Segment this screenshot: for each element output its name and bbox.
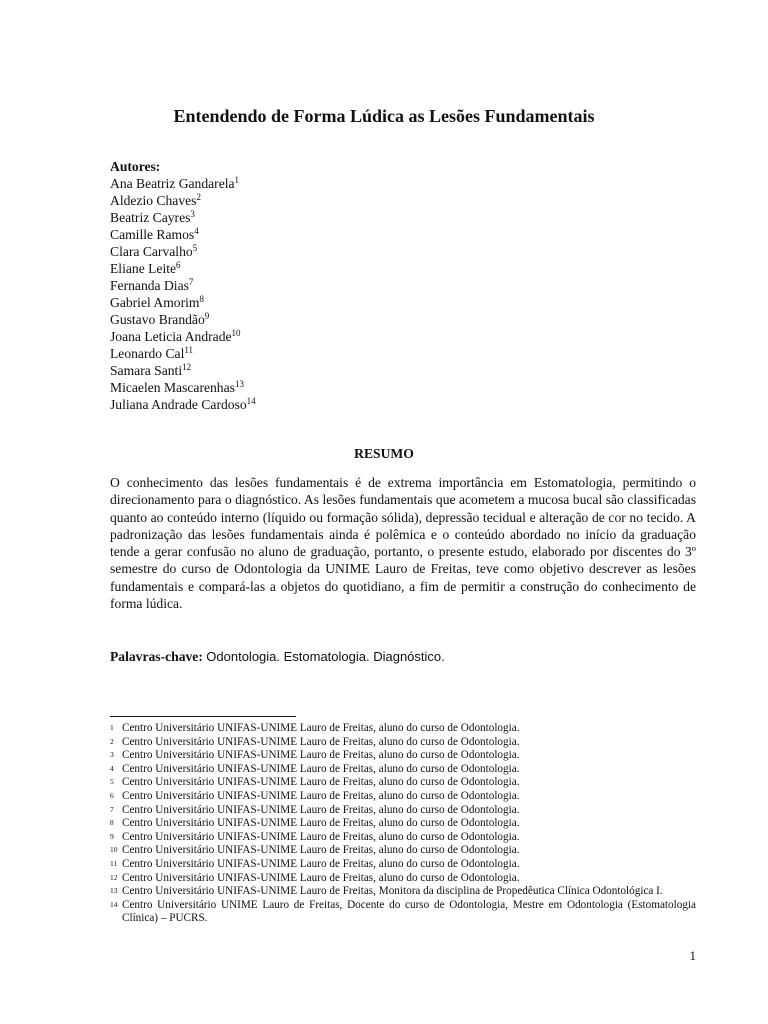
author-footnote-ref: 14 [246, 396, 256, 406]
author-footnote-ref: 4 [194, 226, 199, 236]
footnote [110, 722, 696, 736]
author-footnote-ref: 13 [234, 379, 244, 389]
author-footnote-ref: 10 [231, 328, 241, 338]
footnote-separator [110, 716, 296, 717]
footnote [110, 736, 696, 750]
footnote-number: 6 [110, 790, 114, 800]
footnote [110, 776, 696, 790]
author-name [110, 277, 670, 294]
footnote [110, 899, 696, 926]
author-name-text: Fernanda Dias [110, 278, 189, 293]
author-name [110, 243, 670, 260]
footnote-text: Centro Universitário UNIFAS-UNIME Lauro de Freitas, aluno do curso de Odontologia. [122, 844, 520, 857]
footnote-number: 7 [110, 804, 114, 814]
footnote [110, 763, 696, 777]
footnote [110, 885, 696, 899]
author-name [110, 226, 670, 243]
footnote-text: Centro Universitário UNIFAS-UNIME Lauro de Freitas, aluno do curso de Odontologia. [122, 830, 520, 843]
footnote-text: Centro Universitário UNIFAS-UNIME Lauro de Freitas, aluno do curso de Odontologia. [122, 817, 520, 830]
author-name [110, 294, 670, 311]
author-name-text: Eliane Leite [110, 261, 177, 276]
author-name [110, 260, 670, 277]
author-name [110, 209, 670, 226]
author-name-text: Beatriz Cayres [110, 210, 191, 225]
author-name-text: Juliana Andrade Cardoso [110, 397, 247, 412]
author-name [110, 396, 670, 413]
author-footnote-ref: 6 [176, 260, 181, 270]
footnote-number: 13 [110, 886, 118, 896]
footnote-text: Centro Universitário UNIFAS-UNIME Lauro de Freitas, Monitora da disciplina de Propedêutica Clínica Odontológica I. [122, 885, 663, 898]
footnote-number: 3 [110, 750, 114, 760]
footnote [110, 872, 696, 886]
footnote-text: Centro Universitário UNIME Lauro de Freitas, Docente do curso de Odontologia, Mestre em Odontologia (Estomatologia Clínica) – PUCRS. [122, 898, 696, 925]
footnote-number: 14 [110, 899, 118, 909]
footnote [110, 749, 696, 763]
author-footnote-ref: 1 [234, 175, 240, 185]
author-name [110, 362, 670, 379]
footnote-number: 9 [110, 831, 114, 841]
footnote-number: 2 [110, 736, 114, 746]
abstract-heading: RESUMO [354, 446, 414, 461]
footnote-number: 1 [110, 723, 114, 732]
author-name [110, 345, 670, 362]
footnote [110, 817, 696, 831]
author-name-text: Camille Ramos [110, 227, 195, 242]
footnote [110, 844, 696, 858]
footnote-text: Centro Universitário UNIFAS-UNIME Lauro de Freitas, aluno do curso de Odontologia. [122, 776, 520, 789]
author-footnote-ref: 7 [188, 277, 194, 287]
footnote-list [110, 722, 696, 926]
footnote-text: Centro Universitário UNIFAS-UNIME Lauro de Freitas, aluno do curso de Odontologia. [122, 749, 520, 762]
footnote-text: Centro Universitário UNIFAS-UNIME Lauro de Freitas, aluno do curso de Odontologia. [122, 857, 520, 870]
author-name-text: Aldezio Chaves [110, 193, 197, 208]
author-name [110, 311, 670, 328]
authors-section [110, 158, 670, 413]
footnote [110, 831, 696, 845]
author-footnote-ref: 12 [182, 362, 192, 372]
author-name-text: Micaelen Mascarenhas [110, 380, 235, 395]
footnote-number: 4 [110, 763, 114, 773]
page-number: 1 [689, 948, 696, 963]
footnote-number: 10 [110, 845, 118, 855]
footnote-text: Centro Universitário UNIFAS-UNIME Lauro de Freitas, aluno do curso de Odontologia. [122, 803, 520, 816]
author-list [110, 175, 670, 413]
footnote-number: 12 [110, 872, 118, 882]
footnote-text: Centro Universitário UNIFAS-UNIME Lauro de Freitas, aluno do curso de Odontologia. [122, 735, 520, 748]
abstract-text: O conhecimento das lesões fundamentais é de extrema importância em Estomatologia, permitindo o direcionamento para o diagnóstico. As lesões fundamentais que acometem a mucosa bucal são classificadas quanto ao conteúdo interno (líquido ou formação sólida), depressão tecidual e alteração de cor no tecido. A padronização das lesões fundamentais ainda é polêmica e o conteúdo abordado no início da graduação tende a gerar confusão no aluno de graduação, portanto, o presente estudo, elaborado por discentes do 3º semestre do curso de Odontologia da UNIME Lauro de Freitas, teve como objetivo descrever as lesões fundamentais e compará-las a objetos do quotidiano, a fim de permitir a construção do conhecimento de forma lúdica. [110, 475, 696, 611]
footnote-text: Centro Universitário UNIFAS-UNIME Lauro de Freitas, aluno do curso de Odontologia. [122, 722, 520, 734]
author-name-text: Ana Beatriz Gandarela [110, 176, 235, 191]
author-footnote-ref: 3 [190, 209, 195, 219]
footnote [110, 790, 696, 804]
authors-label: Autores: [110, 159, 161, 174]
author-footnote-ref: 9 [204, 311, 210, 321]
author-name [110, 379, 670, 396]
author-footnote-ref: 2 [196, 192, 201, 202]
footnote-number: 8 [110, 818, 114, 828]
footnote-number: 5 [110, 777, 114, 787]
author-name-text: Samara Santi [110, 363, 183, 378]
author-name [110, 175, 670, 192]
footnote-text: Centro Universitário UNIFAS-UNIME Lauro de Freitas, aluno do curso de Odontologia. [122, 871, 520, 884]
author-name-text: Gabriel Amorim [110, 295, 200, 310]
author-name-text: Leonardo Cal [110, 346, 185, 361]
author-footnote-ref: 8 [199, 294, 204, 304]
footnote [110, 804, 696, 818]
paper-title: Entendendo de Forma Lúdica as Lesões Fundamentais [173, 106, 595, 126]
author-name [110, 192, 670, 209]
footnote-text: Centro Universitário UNIFAS-UNIME Lauro de Freitas, aluno do curso de Odontologia. [122, 789, 520, 802]
footnote-number: 11 [110, 858, 118, 868]
footnote [110, 858, 696, 872]
keywords-value: Odontologia. Estomatologia. Diagnóstico. [206, 649, 445, 664]
author-footnote-ref: 11 [184, 345, 194, 355]
author-footnote-ref: 5 [192, 243, 198, 253]
keywords-line [110, 648, 696, 665]
author-name-text: Joana Leticia Andrade [110, 329, 232, 344]
author-name-text: Gustavo Brandão [110, 312, 205, 327]
author-name-text: Clara Carvalho [110, 244, 193, 259]
footnote-text: Centro Universitário UNIFAS-UNIME Lauro de Freitas, aluno do curso de Odontologia. [122, 762, 520, 775]
author-name [110, 328, 670, 345]
keywords-label: Palavras-chave: [110, 649, 203, 664]
